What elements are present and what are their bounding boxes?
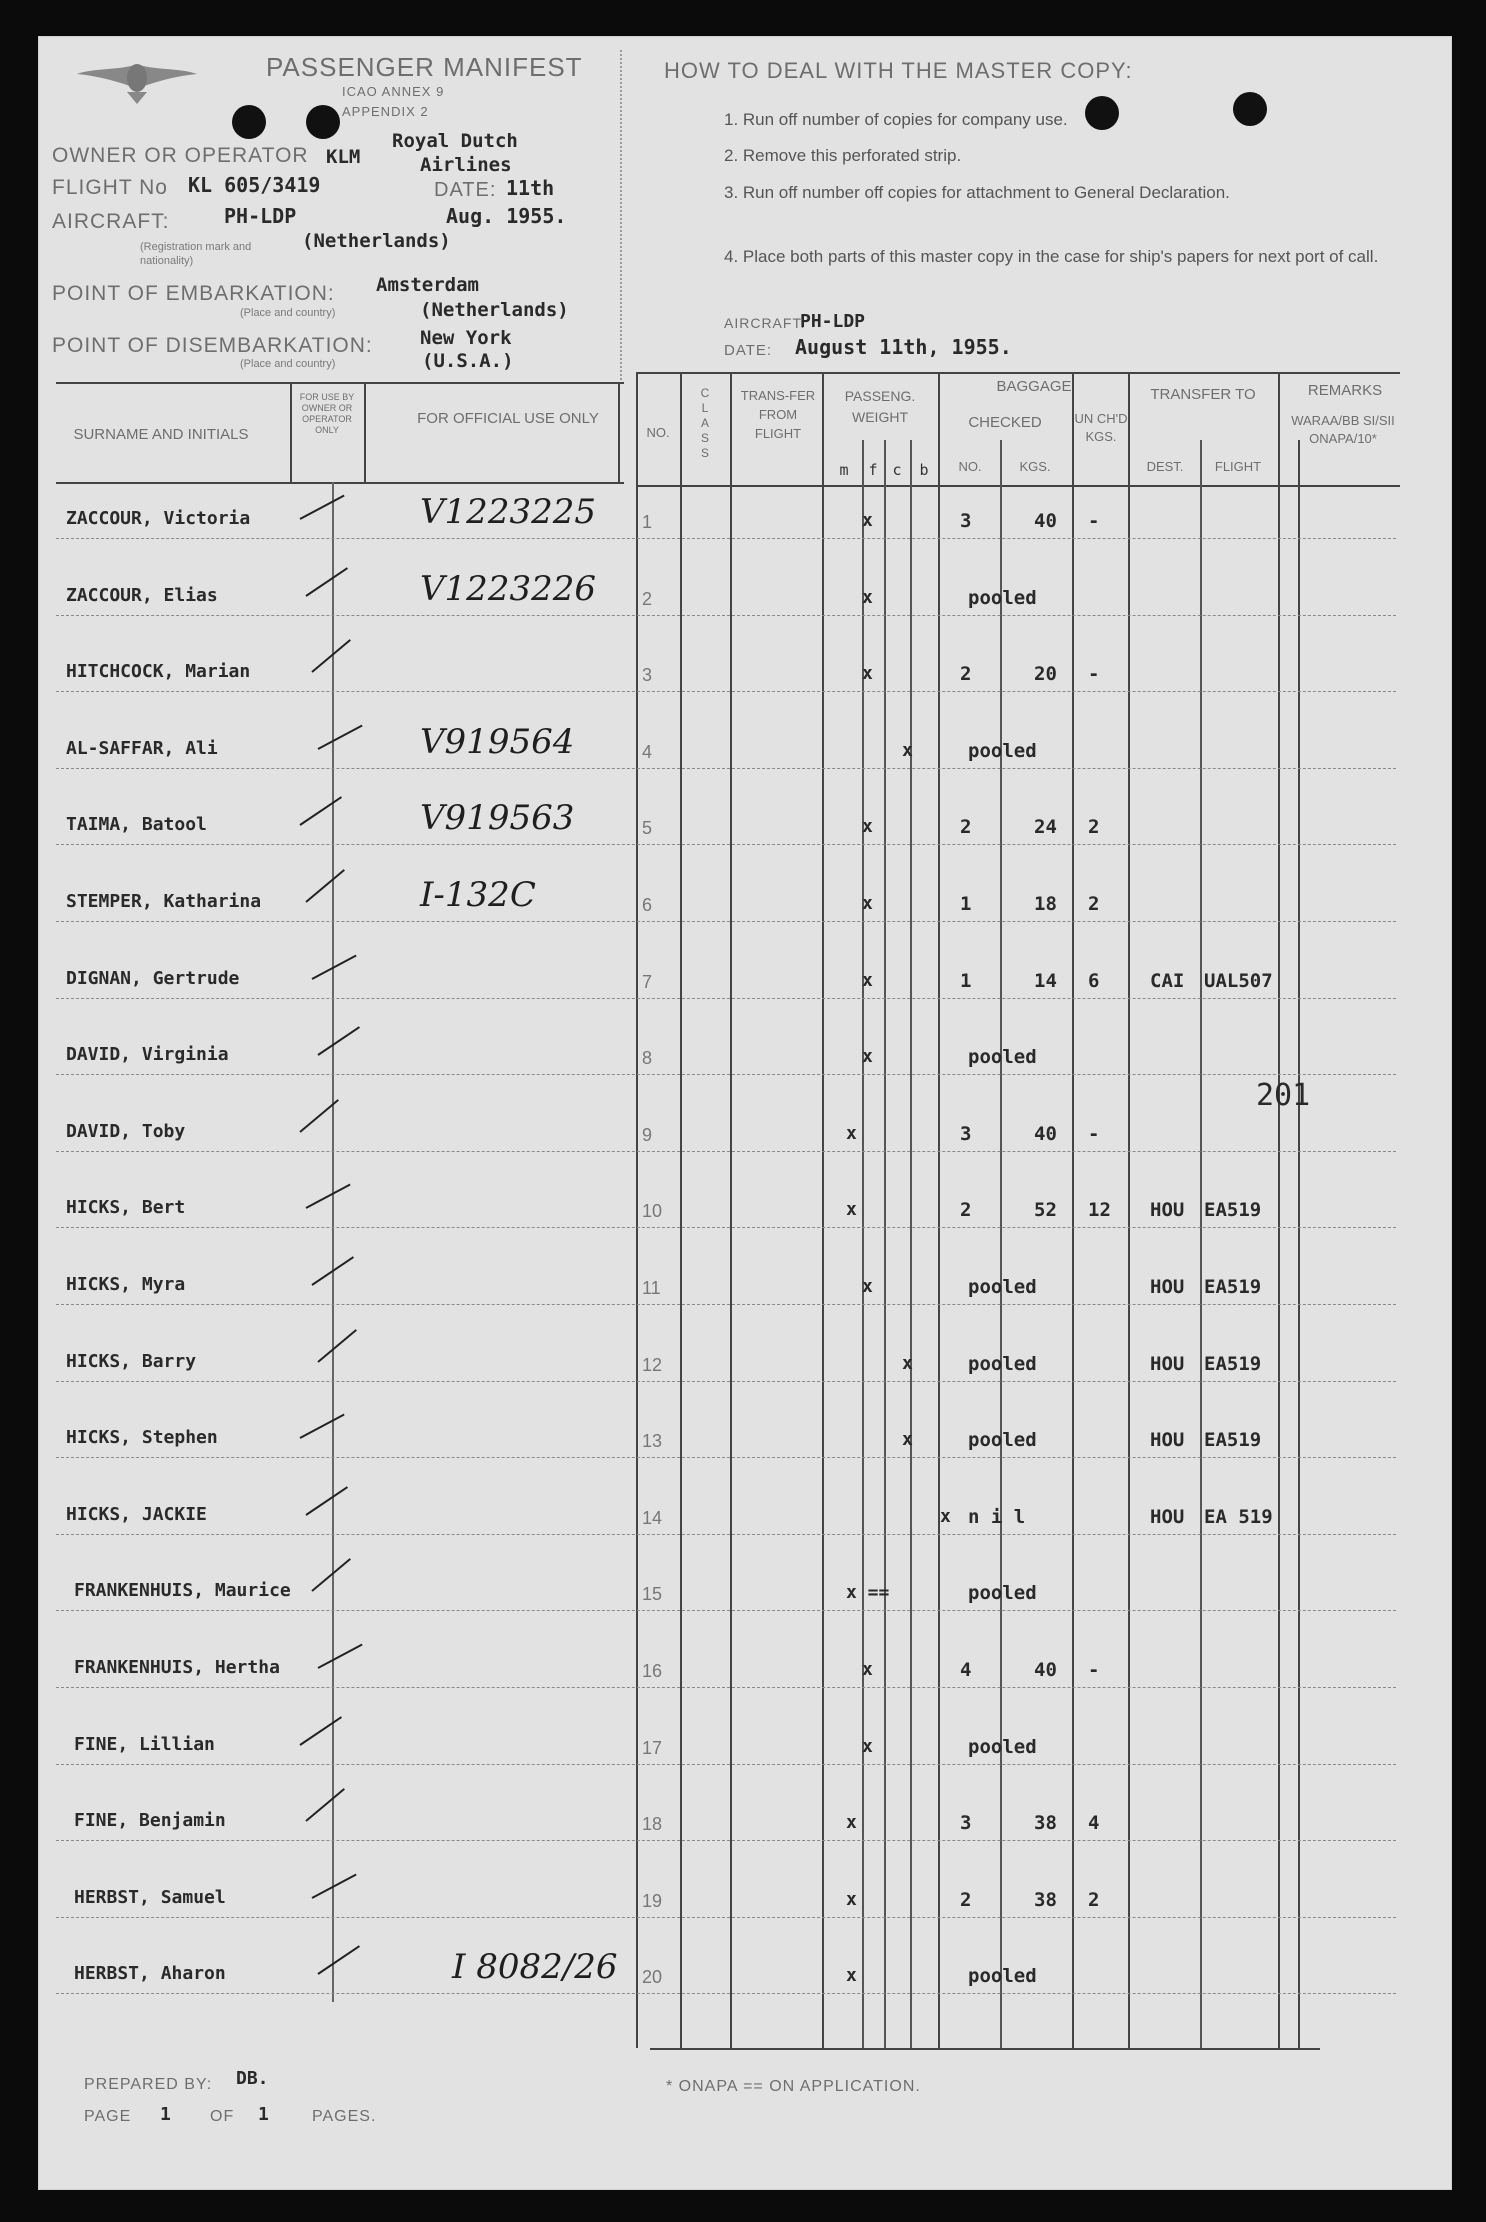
baggage-pooled: pooled: [968, 1582, 1037, 1604]
row-number: 9: [642, 1125, 653, 1145]
passenger-name: DIGNAN, Gertrude: [66, 968, 240, 989]
baggage-pooled: pooled: [968, 1276, 1037, 1298]
row-number: 20: [642, 1967, 663, 1987]
passenger-name: DAVID, Virginia: [66, 1044, 229, 1065]
baggage-pooled: pooled: [968, 1046, 1037, 1068]
row-rule: [56, 1534, 1396, 1535]
unchecked-kgs: 2: [1088, 1889, 1100, 1911]
weight-mark: x: [862, 1046, 873, 1067]
col-header-b: b: [919, 461, 929, 479]
row-rule: [56, 1993, 1396, 1994]
transfer-dest: HOU: [1150, 1353, 1185, 1375]
weight-mark: x: [862, 587, 873, 608]
date-label: DATE:: [434, 179, 497, 201]
row-number: 7: [642, 972, 653, 992]
baggage-kgs: 18: [1034, 893, 1057, 915]
baggage-pooled: pooled: [968, 587, 1037, 609]
row-number: 6: [642, 895, 653, 915]
unchecked-kgs: 12: [1088, 1199, 1111, 1221]
col-header-remarks-sub: WARAA/BB SI/SII ONAPA/10*: [1291, 413, 1395, 446]
row-number: 17: [642, 1738, 663, 1758]
passenger-name: AL-SAFFAR, Ali: [66, 738, 218, 759]
row-rule: [56, 1304, 1396, 1305]
embark-note: (Place and country): [240, 307, 336, 319]
col-divider: [680, 372, 682, 2048]
name-col-divider: [332, 482, 334, 2002]
weight-mark: x: [862, 893, 873, 914]
weight-mark: x: [846, 1812, 857, 1833]
transfer-flight: EA519: [1204, 1353, 1262, 1375]
baggage-pooled: pooled: [968, 1965, 1037, 1987]
transfer-dest: CAI: [1150, 970, 1185, 992]
row-rule: [56, 1074, 1396, 1075]
col-header-no: NO.: [646, 425, 670, 440]
passenger-name: HICKS, Bert: [66, 1197, 186, 1218]
row-rule: [56, 1227, 1396, 1228]
col-header-dest: DEST.: [1146, 459, 1184, 474]
weight-mark: x: [862, 1736, 873, 1757]
row-number: 3: [642, 665, 653, 685]
baggage-pooled: pooled: [968, 740, 1037, 762]
passenger-name: FRANKENHUIS, Maurice: [74, 1580, 291, 1601]
row-number: 12: [642, 1355, 663, 1375]
passenger-name: HICKS, Stephen: [66, 1427, 218, 1448]
row-rule: [56, 538, 1396, 539]
weight-mark: x: [862, 816, 873, 837]
flight-value: KL 605/3419: [188, 173, 321, 197]
row-number: 8: [642, 1048, 653, 1068]
prepared-value: DB.: [236, 2068, 269, 2089]
row-rule: [56, 768, 1396, 769]
baggage-kgs: 38: [1034, 1889, 1057, 1911]
registration-value: (Netherlands): [302, 230, 451, 252]
sub-col-divider: [910, 440, 912, 2048]
col-header-official: FOR OFFICIAL USE ONLY: [417, 410, 599, 427]
passenger-name: HICKS, JACKIE: [66, 1504, 207, 1525]
of-value: 1: [258, 2104, 269, 2125]
passenger-name: HICKS, Myra: [66, 1274, 186, 1295]
row-number: 19: [642, 1891, 663, 1911]
instruction-item: 2. Remove this perforated strip.: [724, 146, 962, 165]
owner-label: OWNER OR OPERATOR: [52, 144, 309, 167]
weight-mark: x: [902, 1353, 913, 1374]
row-number: 10: [642, 1201, 663, 1221]
baggage-kgs: 14: [1034, 970, 1057, 992]
disembark-note: (Place and country): [240, 358, 336, 370]
baggage-kgs: 38: [1034, 1812, 1057, 1834]
table-top-border: [636, 372, 1400, 374]
col-divider: [822, 372, 824, 2048]
unchecked-kgs: -: [1088, 663, 1100, 685]
baggage-count: 4: [960, 1659, 972, 1681]
baggage-pooled: pooled: [968, 1736, 1037, 1758]
weight-mark: x ==: [846, 1582, 890, 1603]
baggage-kgs: 52: [1034, 1199, 1057, 1221]
instr-date-label: DATE:: [724, 342, 773, 359]
disembark-value: New York: [420, 327, 512, 349]
owner-value: KLM: [326, 146, 361, 168]
col-header-surname: SURNAME AND INITIALS: [73, 426, 249, 443]
of-label: OF: [210, 2108, 235, 2125]
weight-mark: x: [862, 970, 873, 991]
baggage-kgs: 40: [1034, 1123, 1057, 1145]
transfer-dest: HOU: [1150, 1506, 1185, 1528]
col-divider: [618, 382, 620, 482]
embark-label: POINT OF EMBARKATION:: [52, 282, 335, 305]
col-header-kgs: KGS.: [1019, 459, 1051, 474]
col-header-baggage: BAGGAGE: [996, 378, 1072, 395]
weight-mark: x: [902, 740, 913, 761]
weight-mark: x: [862, 1276, 873, 1297]
passenger-name: DAVID, Toby: [66, 1121, 186, 1142]
baggage-pooled: n i l: [968, 1506, 1026, 1528]
weight-mark: x: [902, 1429, 913, 1450]
row-rule: [56, 1687, 1396, 1688]
row-rule: [56, 1457, 1396, 1458]
unchecked-kgs: 6: [1088, 970, 1100, 992]
col-header-c: c: [892, 461, 902, 479]
weight-mark: x: [862, 1659, 873, 1680]
page-label: PAGE: [84, 2108, 132, 2125]
col-header-transfer-to: TRANSFER TO: [1150, 386, 1256, 403]
onapa-note: * ONAPA == ON APPLICATION.: [666, 2078, 921, 2095]
transfer-flight: EA519: [1204, 1429, 1262, 1451]
sub-col-divider: [884, 440, 886, 2048]
unchecked-kgs: 2: [1088, 816, 1100, 838]
row-rule: [56, 1840, 1396, 1841]
baggage-kgs: 24: [1034, 816, 1057, 838]
table-bottom-border: [650, 2048, 1320, 2050]
weight-mark: x: [862, 663, 873, 684]
baggage-kgs: 20: [1034, 663, 1057, 685]
row-rule: [56, 844, 1396, 845]
baggage-count: 3: [960, 1123, 972, 1145]
passenger-name: HICKS, Barry: [66, 1351, 197, 1372]
passenger-name: FINE, Benjamin: [74, 1810, 226, 1831]
transfer-dest: HOU: [1150, 1429, 1185, 1451]
unchecked-kgs: 4: [1088, 1812, 1100, 1834]
instr-date-value: August 11th, 1955.: [795, 335, 1012, 359]
col-divider: [636, 372, 638, 2048]
weight-mark: x: [846, 1199, 857, 1220]
baggage-pooled: pooled: [968, 1429, 1037, 1451]
col-divider: [364, 382, 366, 482]
table-top-border: [56, 382, 624, 384]
official-use-entry: V919564: [420, 722, 575, 762]
unchecked-kgs: -: [1088, 1659, 1100, 1681]
row-number: 16: [642, 1661, 663, 1681]
official-use-entry: V919563: [420, 798, 575, 838]
sub-col-divider: [1000, 440, 1002, 2048]
col-header-transfer-from: TRANS-FER FROM FLIGHT: [740, 388, 816, 441]
weight-mark: x: [846, 1123, 857, 1144]
row-rule: [56, 691, 1396, 692]
passenger-name: FINE, Lillian: [74, 1734, 215, 1755]
instructions-title: HOW TO DEAL WITH THE MASTER COPY:: [664, 58, 1133, 83]
punch-hole: [232, 105, 266, 139]
passenger-name: HERBST, Aharon: [74, 1963, 226, 1984]
row-rule: [56, 1610, 1396, 1611]
col-header-unchd: UN CH'D KGS.: [1074, 411, 1128, 444]
weight-mark: x: [846, 1889, 857, 1910]
transfer-flight: EA519: [1204, 1276, 1262, 1298]
instruction-item: 1. Run off number of copies for company use.: [724, 110, 1068, 129]
col-header-m: m: [839, 461, 849, 479]
embark-value: Amsterdam: [376, 274, 479, 296]
official-use-entry: V1223225: [420, 492, 596, 532]
instr-aircraft-label: AIRCRAFT:: [724, 315, 806, 331]
row-number: 15: [642, 1584, 663, 1604]
embark-country: (Netherlands): [420, 299, 569, 321]
table-header-bottom: [636, 485, 1400, 487]
page-value: 1: [160, 2104, 171, 2125]
row-rule: [56, 921, 1396, 922]
passenger-name: HITCHCOCK, Marian: [66, 661, 251, 682]
weight-mark: x: [940, 1506, 951, 1527]
row-rule: [56, 1151, 1396, 1152]
weight-mark: x: [862, 510, 873, 531]
baggage-count: 1: [960, 893, 972, 915]
baggage-kgs: 40: [1034, 510, 1057, 532]
row-rule: [56, 615, 1396, 616]
row-number: 5: [642, 818, 653, 838]
flight-label: FLIGHT No: [52, 176, 168, 199]
col-header-flight: FLIGHT: [1214, 459, 1262, 474]
row-number: 4: [642, 742, 653, 762]
sub-col-divider: [1200, 440, 1202, 2048]
disembark-country: (U.S.A.): [422, 350, 514, 372]
prepared-label: PREPARED BY:: [84, 2076, 213, 2093]
passenger-name: FRANKENHUIS, Hertha: [74, 1657, 280, 1678]
page-stamp-number: 201: [1256, 1078, 1311, 1113]
row-rule: [56, 1917, 1396, 1918]
unchecked-kgs: -: [1088, 1123, 1100, 1145]
aircraft-label: AIRCRAFT:: [52, 210, 170, 233]
icao-annex: ICAO ANNEX 9: [342, 84, 445, 99]
col-header-bag-no: NO.: [958, 459, 982, 474]
col-header-passeng-weight: PASSENG. WEIGHT: [844, 388, 916, 425]
transfer-flight: UAL507: [1204, 970, 1273, 992]
col-divider: [938, 372, 940, 2048]
row-number: 14: [642, 1508, 663, 1528]
instr-aircraft-value: PH-LDP: [800, 311, 866, 332]
col-divider: [730, 372, 732, 2048]
baggage-count: 2: [960, 816, 972, 838]
baggage-count: 2: [960, 663, 972, 685]
col-divider: [1278, 372, 1280, 2048]
row-number: 1: [642, 512, 653, 532]
row-number: 18: [642, 1814, 663, 1834]
pages-label: PAGES.: [312, 2108, 377, 2125]
baggage-count: 1: [960, 970, 972, 992]
instruction-item: 4. Place both parts of this master copy in the case for ship's papers for next port of call.: [724, 247, 1379, 266]
row-number: 13: [642, 1431, 663, 1451]
transfer-dest: HOU: [1150, 1276, 1185, 1298]
weight-mark: x: [846, 1965, 857, 1986]
row-rule: [56, 1381, 1396, 1382]
official-use-entry: V1223226: [420, 569, 596, 609]
col-divider: [1072, 372, 1074, 2048]
official-use-entry: I-132C: [420, 875, 536, 915]
aircraft-value: PH-LDP: [224, 204, 297, 228]
punch-hole: [306, 105, 340, 139]
appendix: APPENDIX 2: [342, 104, 429, 119]
col-header-f: f: [868, 461, 878, 479]
row-rule: [56, 998, 1396, 999]
table-header-bottom: [56, 482, 624, 484]
owner-name-1: Royal Dutch: [392, 130, 518, 152]
date-value-1: 11th: [506, 176, 555, 200]
instruction-item: 3. Run off number off copies for attachment to General Declaration.: [724, 183, 1230, 202]
manifest-title: PASSENGER MANIFEST: [266, 52, 583, 82]
baggage-count: 2: [960, 1889, 972, 1911]
passenger-name: ZACCOUR, Elias: [66, 585, 218, 606]
registration-note: (Registration mark and nationality): [140, 241, 252, 267]
col-header-checked: CHECKED: [968, 414, 1042, 431]
col-divider: [1298, 440, 1300, 2048]
transfer-dest: HOU: [1150, 1199, 1185, 1221]
official-use-entry: I 8082/26: [452, 1947, 618, 1987]
col-header-owner-use: FOR USE BY OWNER OR OPERATOR ONLY: [299, 392, 355, 435]
transfer-flight: EA 519: [1204, 1506, 1273, 1528]
row-rule: [56, 1764, 1396, 1765]
col-header-class: CLASS: [700, 386, 710, 460]
row-number: 11: [642, 1278, 661, 1298]
passenger-name: STEMPER, Katharina: [66, 891, 262, 912]
owner-name-2: Airlines: [420, 154, 512, 176]
row-number: 2: [642, 589, 653, 609]
passenger-name: HERBST, Samuel: [74, 1887, 226, 1908]
baggage-count: 2: [960, 1199, 972, 1221]
date-value-2: Aug. 1955.: [446, 204, 567, 228]
baggage-count: 3: [960, 510, 972, 532]
disembark-label: POINT OF DISEMBARKATION:: [52, 334, 373, 357]
transfer-flight: EA519: [1204, 1199, 1262, 1221]
baggage-kgs: 40: [1034, 1659, 1057, 1681]
baggage-pooled: pooled: [968, 1353, 1037, 1375]
col-header-remarks: REMARKS: [1307, 382, 1383, 399]
unchecked-kgs: -: [1088, 510, 1100, 532]
klm-wings-logo-icon: [72, 56, 202, 106]
perforation-line: [620, 50, 622, 380]
passenger-name: ZACCOUR, Victoria: [66, 508, 251, 529]
unchecked-kgs: 2: [1088, 893, 1100, 915]
passenger-name: TAIMA, Batool: [66, 814, 207, 835]
baggage-count: 3: [960, 1812, 972, 1834]
col-divider: [1128, 372, 1130, 2048]
